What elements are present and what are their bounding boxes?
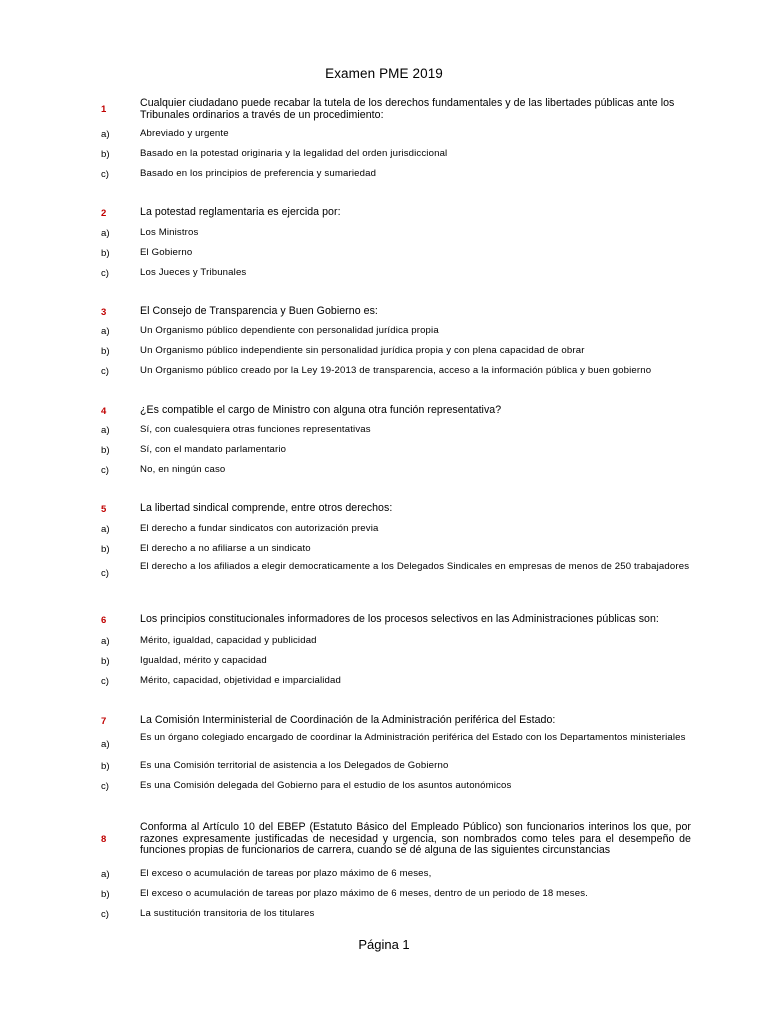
option-text: Sí, con el mandato parlamentario — [140, 444, 287, 455]
option-letter: c) — [101, 909, 109, 920]
option-letter: a) — [101, 129, 110, 140]
question-text: La Comisión Interministerial de Coordinación de la Administración periférica del Estado: — [140, 714, 556, 726]
option-letter: a) — [101, 636, 110, 647]
option-text: El derecho a no afiliarse a un sindicato — [140, 543, 311, 554]
option-letter: b) — [101, 149, 110, 160]
option-letter: b) — [101, 445, 110, 456]
question-number: 1 — [101, 104, 107, 115]
page-number: Página 1 — [358, 937, 410, 952]
option-letter: a) — [101, 425, 110, 436]
option-text: El derecho a fundar sindicatos con autorización previa — [140, 523, 379, 534]
option-text: El exceso o acumulación de tareas por plazo máximo de 6 meses, dentro de un periodo de 18 meses. — [140, 888, 588, 899]
option-letter: a) — [101, 228, 110, 239]
option-letter: c) — [101, 676, 109, 687]
option-letter: c) — [101, 568, 109, 579]
option-text: Un Organismo público creado por la Ley 19-2013 de transparencia, acceso a la información pública y buen gobierno — [140, 365, 652, 376]
option-text: Sí, con cualesquiera otras funciones representativas — [140, 424, 371, 435]
option-text: El exceso o acumulación de tareas por plazo máximo de 6 meses, — [140, 868, 432, 879]
question-text: El Consejo de Transparencia y Buen Gobierno es: — [140, 305, 378, 317]
question-text: La potestad reglamentaria es ejercida por: — [140, 206, 341, 218]
option-text: Es un órgano colegiado encargado de coordinar la Administración periférica del Estado con los Departamentos ministeriales — [140, 732, 686, 743]
option-letter: b) — [101, 248, 110, 259]
option-text: La sustitución transitoria de los titulares — [140, 908, 315, 919]
question-number: 3 — [101, 307, 107, 318]
option-letter: c) — [101, 465, 109, 476]
question-number: 2 — [101, 208, 107, 219]
option-text: El Gobierno — [140, 247, 193, 258]
option-letter: c) — [101, 169, 109, 180]
question-text: ¿Es compatible el cargo de Ministro con alguna otra función representativa? — [140, 404, 502, 416]
question-number: 7 — [101, 716, 107, 727]
option-text: Es una Comisión territorial de asistencia a los Delegados de Gobierno — [140, 760, 449, 771]
option-letter: b) — [101, 761, 110, 772]
option-letter: c) — [101, 268, 109, 279]
option-letter: b) — [101, 544, 110, 555]
option-text: Igualdad, mérito y capacidad — [140, 655, 267, 666]
question-text: Conforma al Artículo 10 del EBEP (Estatuto Básico del Empleado Público) son funcionarios interinos los que, por razones expresamente justificadas de necesidad y urgencia, son nombrados como teles para el desempeño de funciones propias de funcionarios de carrera, cuando se dé alguna de las siguientes circunstancias — [140, 821, 691, 856]
question-text: Los principios constitucionales informadores de los procesos selectivos en las Administraciones públicas son: — [140, 613, 659, 625]
question-number: 8 — [101, 834, 107, 845]
option-letter: a) — [101, 739, 110, 750]
page-title: Examen PME 2019 — [325, 66, 443, 81]
option-letter: c) — [101, 781, 109, 792]
option-text: Abreviado y urgente — [140, 128, 229, 139]
question-number: 4 — [101, 406, 107, 417]
option-letter: a) — [101, 869, 110, 880]
option-letter: a) — [101, 524, 110, 535]
option-letter: c) — [101, 366, 109, 377]
question-number: 6 — [101, 615, 107, 626]
question-text: Cualquier ciudadano puede recabar la tutela de los derechos fundamentales y de las libertades públicas ante los Tribunales ordinarios a través de un procedimiento: — [140, 97, 675, 121]
option-text: Mérito, igualdad, capacidad y publicidad — [140, 635, 317, 646]
option-letter: a) — [101, 326, 110, 337]
option-text: Mérito, capacidad, objetividad e imparcialidad — [140, 675, 342, 686]
option-text: Los Ministros — [140, 227, 199, 238]
question-number: 5 — [101, 504, 107, 515]
option-text: Basado en los principios de preferencia y sumariedad — [140, 168, 377, 179]
option-text: Basado en la potestad originaria y la legalidad del orden jurisdiccional — [140, 148, 448, 159]
option-text: No, en ningún caso — [140, 464, 226, 475]
option-text: Los Jueces y Tribunales — [140, 267, 247, 278]
option-text: Un Organismo público independiente sin personalidad jurídica propia y con plena capacidad de obrar — [140, 345, 585, 356]
option-text: Un Organismo público dependiente con personalidad jurídica propia — [140, 325, 439, 336]
option-text: Es una Comisión delegada del Gobierno para el estudio de los asuntos autonómicos — [140, 780, 512, 791]
question-text: La libertad sindical comprende, entre otros derechos: — [140, 502, 393, 514]
option-letter: b) — [101, 889, 110, 900]
option-letter: b) — [101, 346, 110, 357]
option-letter: b) — [101, 656, 110, 667]
option-text: El derecho a los afiliados a elegir democraticamente a los Delegados Sindicales en empresas de menos de 250 trabajadores — [140, 561, 690, 572]
